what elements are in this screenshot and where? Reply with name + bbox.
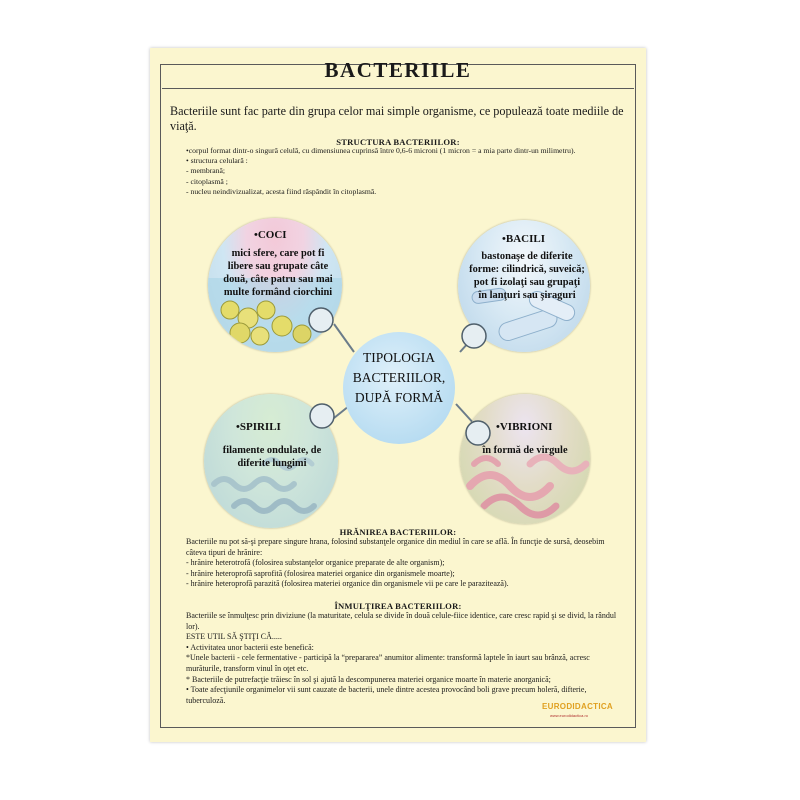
coci-text-line: mici sfere, care pot fi: [231, 248, 325, 259]
structure-line: - membrană;: [186, 166, 226, 176]
reproduction-line: * Bacteriile de putrefacţie trăiesc în sol şi ajută la descompunerea materiei organice moarte în materie anorganică;: [186, 674, 551, 684]
spirili-label: •SPIRILI: [236, 421, 281, 433]
spirili-text-line: filamente ondulate, de: [222, 445, 322, 456]
center-text-line: BACTERIILOR,: [352, 370, 446, 385]
structure-line: • structura celulară :: [186, 156, 248, 166]
coci-text-line: două, câte patru sau mai: [223, 274, 333, 285]
coci-label: •COCI: [254, 229, 287, 241]
coci-text-line: libere sau grupate câte: [227, 261, 329, 272]
nutrition-text: [186, 537, 618, 590]
vibrioni-label: •VIBRIONI: [496, 421, 553, 433]
reproduction-line: *Unele bacterii - cele fermentative - participă la “prepararea” anumitor alimente: transformă laptele în iaurt sau brânză, acresc murăturile, transform vinul în oţet etc.: [186, 653, 590, 673]
vibrioni-text-line: în formă de virgule: [482, 445, 568, 456]
bacili-text-line: în lanţuri sau şiraguri: [478, 290, 576, 301]
reproduction-line: • Toate afecţiunile organimelor vii sunt cauzate de bacterii, unele dintre acestea provocând boli grave precum holeră, difterie, tuberculoză.: [186, 685, 587, 705]
publisher-url: www.eurodidactica.ro: [550, 713, 589, 718]
bacili-label: •BACILI: [502, 233, 545, 245]
reproduction-line: ESTE UTIL SĂ ŞTIŢI CĂ.....: [186, 632, 282, 642]
poster-title: BACTERIILE: [324, 58, 472, 82]
intro-text: Bacteriile sunt fac parte din grupa celor mai simple organisme, ce populează toate mediile de viaţă.: [170, 104, 624, 133]
spirili-text-line: diferite lungimi: [237, 458, 307, 469]
structure-line: - nucleu neindivizualizat, acesta fiind răspândit în citoplasmă.: [186, 186, 377, 196]
reproduction-heading: ÎNMULŢIREA BACTERIILOR:: [334, 601, 462, 611]
reproduction-line: Bacteriile se înmulţesc prin diviziune (la maturitate, celula se divide în două celule-fiice identice, care cresc rapid şi se divid, la rândul lor).: [186, 611, 617, 631]
reproduction-line: • Activitatea unor bacterii este benefică:: [186, 642, 314, 652]
bacili-text-line: pot fi izolaţi sau grupaţi: [473, 277, 581, 288]
nutrition-line: - hrănire heteroprofă saprofită (folosirea materiei organice din organismele moarte);: [186, 568, 455, 578]
center-text-line: TIPOLOGIA: [363, 350, 435, 365]
structure-line: •corpul format dintr-o singură celulă, cu dimensiunea cuprinsă între 0,6-6 microni (1 micron = a mia parte dintr-un milimetru).: [186, 146, 576, 155]
typology-center-text: [343, 348, 455, 408]
nutrition-line: - hrănire heteroprofă parazită (folosirea materiei organice din organismele vii pe care le parazitează).: [186, 579, 509, 589]
publisher-logo: EURODIDACTICA: [542, 702, 614, 711]
structure-heading: STRUCTURA BACTERIILOR:: [336, 137, 460, 147]
bacili-text-line: forme: cilindrică, suveică;: [469, 264, 585, 275]
reproduction-text: [186, 611, 618, 706]
structure-line: - citoplasmă ;: [186, 176, 228, 186]
poster: [150, 48, 646, 742]
bacili-text-line: bastonaşe de diferite: [481, 251, 573, 262]
nutrition-line: - hrănire heterotrofă (folosirea substanţelor organice preparate de alte organism);: [186, 558, 445, 568]
center-text-line: DUPĂ FORMĂ: [354, 390, 444, 405]
nutrition-heading: HRĂNIREA BACTERIILOR:: [339, 527, 457, 537]
coci-text-line: multe formând ciorchini: [223, 287, 333, 298]
nutrition-line: Bacteriile nu pot să-şi prepare singure hrana, folosind substanţele organice din mediul în care se află. În funcţie de sursă, deosebim câteva tipuri de hrănire:: [186, 537, 605, 557]
